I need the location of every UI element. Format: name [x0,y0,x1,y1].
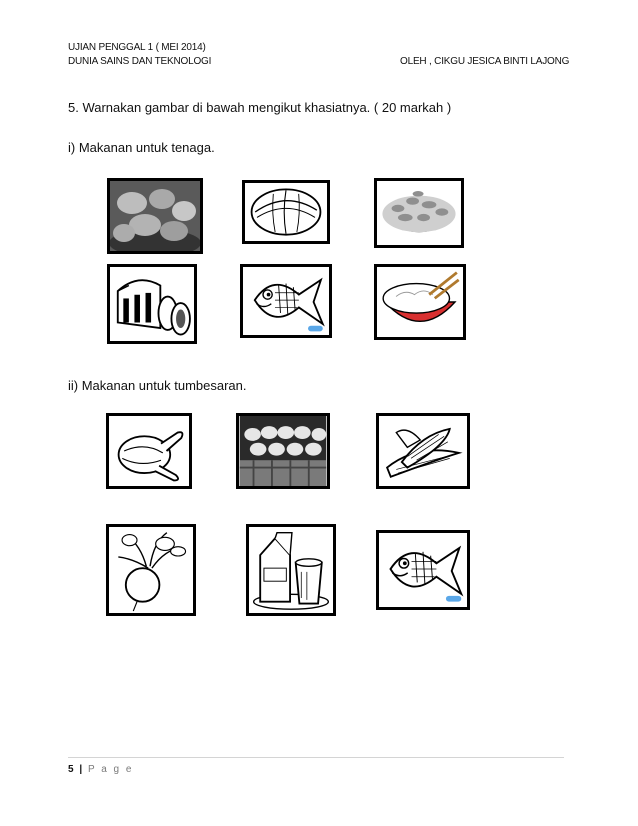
radish-image [106,524,196,616]
potatoes-image [107,178,203,254]
page-number: 5 [68,764,74,775]
page-label: P a g e [87,764,134,775]
rice-bowl-image [374,264,466,340]
question-part-1: i) Makanan untuk tenaga. [68,140,215,155]
footer-divider [68,757,564,758]
page-footer [68,764,133,775]
bread-loaf-image [107,264,197,344]
chicken-image [106,413,192,489]
eggs-tray-image [236,413,330,489]
cabbage-image [242,180,330,244]
question-part-2: ii) Makanan untuk tumbesaran. [68,378,247,393]
footer-separator: | [79,764,83,775]
milk-carton-image [246,524,336,616]
cereal-bowl-image [374,178,464,248]
header-author: OLEH , CIKGU JESICA BINTI LAJONG [400,56,570,67]
header-subject: DUNIA SAINS DAN TEKNOLOGI [68,56,212,67]
fish-image [376,530,470,610]
question-title: 5. Warnakan gambar di bawah mengikut khasiatnya. ( 20 markah ) [68,100,452,115]
header-title: UJIAN PENGGAL 1 ( MEI 2014) [68,42,206,53]
corn-image [376,413,470,489]
fish-image [240,264,332,338]
